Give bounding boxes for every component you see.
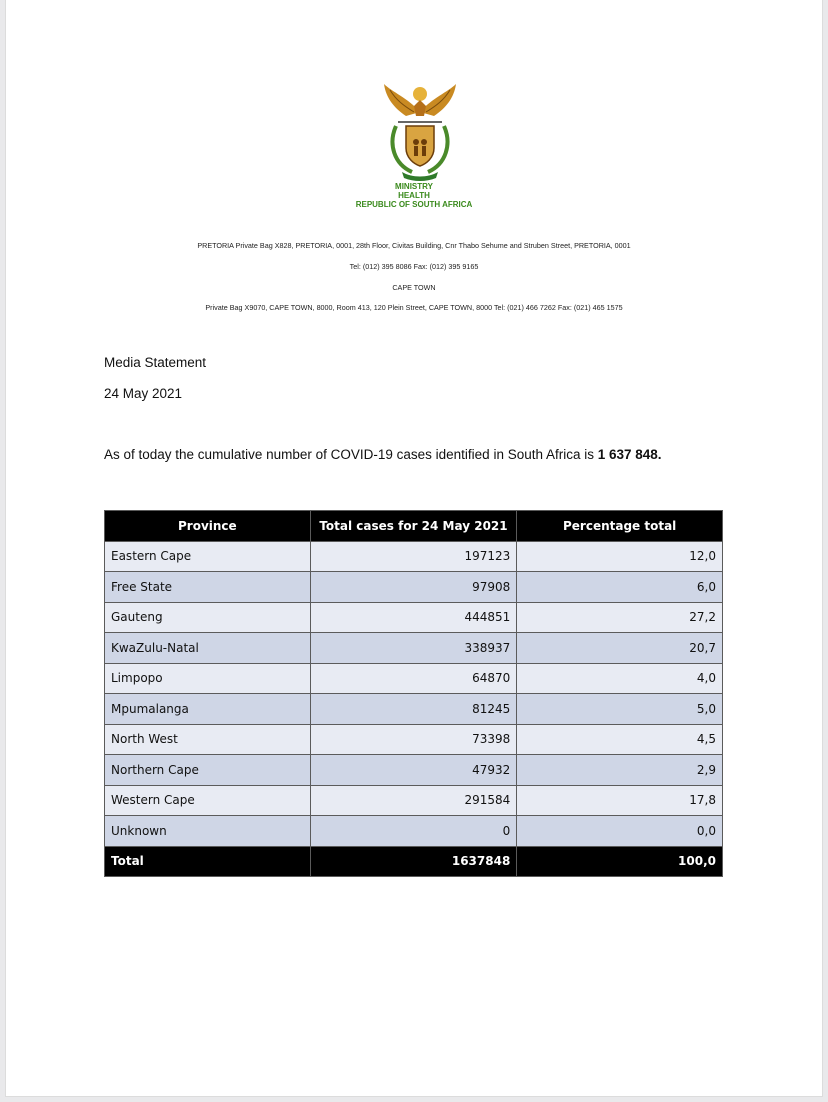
percentage-cell: 6,0 — [517, 572, 723, 603]
province-cell: Unknown — [105, 816, 311, 847]
percentage-cell: 2,9 — [517, 755, 723, 786]
coat-of-arms-icon — [378, 78, 462, 182]
pretoria-address: PRETORIA Private Bag X828, PRETORIA, 0001, 28th Floor, Civitas Building, Cnr Thabo Sehume and Struben Street, PRETORIA, 0001 — [197, 241, 631, 250]
cape-town-label: CAPE TOWN — [392, 283, 436, 292]
cases-cell: 291584 — [310, 785, 517, 816]
table-row — [105, 694, 723, 725]
statement-type: Media Statement — [104, 355, 207, 370]
table-row — [105, 785, 723, 816]
cases-cell: 338937 — [310, 633, 517, 664]
cape-town-address: Private Bag X9070, CAPE TOWN, 8000, Room 413, 120 Plein Street, CAPE TOWN, 8000 Tel: (021) 466 7262 Fax: (021) 465 1575 — [205, 303, 623, 312]
province-cell: Mpumalanga — [105, 694, 311, 725]
percentage-cell: 12,0 — [517, 541, 723, 572]
cases-cell: 47932 — [310, 755, 517, 786]
cases-cell: 81245 — [310, 694, 517, 725]
province-cell: Western Cape — [105, 785, 311, 816]
table-total-row — [105, 846, 723, 877]
province-cases-table — [104, 510, 723, 877]
table-row — [105, 724, 723, 755]
document-page — [6, 0, 822, 1096]
table-row — [105, 602, 723, 633]
total-percentage-cell: 100,0 — [517, 846, 723, 877]
percentage-cell: 4,0 — [517, 663, 723, 694]
province-cell: North West — [105, 724, 311, 755]
header-percentage: Percentage total — [517, 511, 723, 542]
table-row — [105, 663, 723, 694]
statement-intro: As of today the cumulative number of COVID-19 cases identified in South Africa is — [104, 447, 598, 462]
header-province: Province — [105, 511, 311, 542]
cases-cell: 0 — [310, 816, 517, 847]
province-cell: Northern Cape — [105, 755, 311, 786]
ministry-line-1: MINISTRY — [395, 182, 433, 191]
cases-cell: 64870 — [310, 663, 517, 694]
total-cases-cell: 1637848 — [310, 846, 517, 877]
percentage-cell: 17,8 — [517, 785, 723, 816]
percentage-cell: 20,7 — [517, 633, 723, 664]
table-row — [105, 633, 723, 664]
statement-total: 1 637 848. — [597, 447, 662, 462]
cases-cell: 97908 — [310, 572, 517, 603]
table-row — [105, 572, 723, 603]
province-cell: Eastern Cape — [105, 541, 311, 572]
table-row — [105, 816, 723, 847]
province-cell: Limpopo — [105, 663, 311, 694]
ministry-line-2: HEALTH — [398, 191, 430, 200]
province-cell: Free State — [105, 572, 311, 603]
header-total-cases: Total cases for 24 May 2021 — [310, 511, 517, 542]
table-row — [105, 541, 723, 572]
cases-cell: 444851 — [310, 602, 517, 633]
percentage-cell: 5,0 — [517, 694, 723, 725]
percentage-cell: 4,5 — [517, 724, 723, 755]
cases-cell: 73398 — [310, 724, 517, 755]
table-header-row — [105, 511, 723, 542]
table-row — [105, 755, 723, 786]
total-label-cell: Total — [105, 846, 311, 877]
percentage-cell: 27,2 — [517, 602, 723, 633]
ministry-line-3: REPUBLIC OF SOUTH AFRICA — [355, 200, 473, 209]
province-cell: Gauteng — [105, 602, 311, 633]
statement-date: 24 May 2021 — [104, 386, 183, 401]
province-cell: KwaZulu-Natal — [105, 633, 311, 664]
percentage-cell: 0,0 — [517, 816, 723, 847]
cases-cell: 197123 — [310, 541, 517, 572]
statement-intro-line — [104, 447, 662, 462]
pretoria-contact: Tel: (012) 395 8086 Fax: (012) 395 9165 — [349, 262, 479, 271]
